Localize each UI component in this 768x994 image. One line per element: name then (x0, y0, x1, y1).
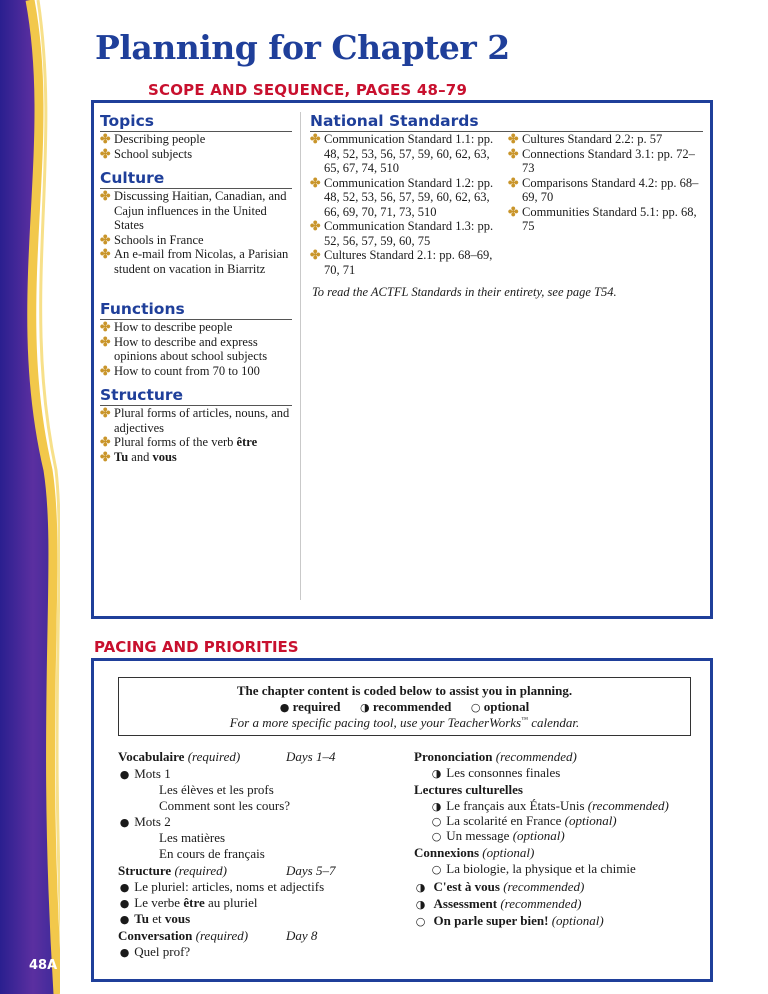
legend-required: required (292, 699, 341, 714)
list-item: ✤ Communication Standard 1.1: pp. 48, 52, 53, 56, 57, 59, 60, 62, 63, 65, 67, 74, 510 (310, 132, 494, 175)
list-item: ✤ How to describe and express opinions about school subjects (100, 334, 268, 363)
list-item: ✤ Plural forms of the verb être (100, 435, 258, 449)
clover-bullet-icon: ✤ (100, 232, 111, 247)
recommended-icon: ◑ (431, 767, 442, 780)
recommended-symbol-icon: ◑ (360, 701, 370, 714)
page-number: 48A (29, 958, 58, 973)
conversation-days: Day 8 (286, 928, 318, 943)
clover-bullet-icon: ✤ (508, 146, 519, 161)
list-item: ✤ Cultures Standard 2.2: p. 57 (508, 132, 663, 146)
clover-bullet-icon: ✤ (508, 132, 519, 146)
list-item: ✤ Communities Standard 5.1: pp. 68, 75 (508, 204, 697, 233)
list-item: Comment sont les cours? (159, 798, 291, 813)
list-item: ○ On parle super bien! (optional) (415, 913, 604, 928)
list-item: ● Quel prof? (119, 944, 191, 959)
list-item: ● Le verbe être au pluriel (119, 895, 258, 910)
vocabulaire-heading: Vocabulaire (required) (118, 749, 241, 764)
standards-list-col2 (508, 132, 700, 234)
list-item: ✤ Schools in France (100, 232, 204, 247)
clover-bullet-icon: ✤ (100, 334, 111, 349)
column-divider (300, 112, 301, 600)
list-item: ○ La biologie, la physique et la chimie (431, 861, 636, 876)
required-icon: ● (119, 946, 130, 959)
required-icon: ● (119, 897, 130, 910)
list-item: ✤ Connections Standard 3.1: pp. 72–73 (508, 146, 695, 175)
clover-bullet-icon: ✤ (100, 247, 111, 261)
pacing-heading: PACING AND PRIORITIES (94, 638, 299, 656)
legend-recommended: recommended (372, 699, 452, 714)
list-item: ✤ How to count from 70 to 100 (100, 363, 260, 378)
optional-symbol-icon: ○ (470, 701, 481, 714)
list-item: ✤ Cultures Standard 2.1: pp. 68–69, 70, 71 (310, 248, 493, 277)
decorative-side-stripe (0, 0, 60, 994)
clover-bullet-icon: ✤ (310, 132, 321, 146)
recommended-icon: ◑ (415, 881, 426, 894)
list-item: ✤ Comparisons Standard 4.2: pp. 68–69, 70 (508, 175, 699, 204)
structure-heading: Structure (100, 386, 292, 406)
list-item: ● Tu et vous (119, 911, 191, 926)
legend-optional: optional (483, 699, 530, 714)
optional-icon: ○ (415, 915, 426, 928)
list-item: ✤ Tu and vous (100, 449, 177, 464)
list-item: ● Le pluriel: articles, noms et adjectifs (119, 879, 325, 894)
clover-bullet-icon: ✤ (100, 189, 111, 203)
list-item: ✤ School subjects (100, 146, 193, 161)
vocabulaire-days: Days 1–4 (286, 749, 336, 764)
list-item: ✤ Communication Standard 1.2: pp. 48, 52, 53, 56, 57, 59, 60, 62, 63, 66, 69, 70, 71, 73, 510 (310, 175, 494, 219)
list-item: ✤ An e-mail from Nicolas, a Parisian student on vacation in Biarritz (100, 247, 289, 276)
culture-heading: Culture (100, 169, 292, 189)
legend-intro: The chapter content is coded below to assist you in planning. (236, 683, 573, 698)
page-title: Planning for Chapter 2 (95, 28, 510, 67)
list-item: ✤ How to describe people (100, 320, 233, 334)
functions-heading: Functions (100, 300, 292, 320)
topics-list (100, 132, 300, 161)
list-item: ◑ Les consonnes finales (431, 765, 561, 780)
structure-pacing-heading: Structure (required) (118, 863, 227, 878)
list-item: ✤ Communication Standard 1.3: pp. 52, 56, 57, 59, 60, 75 (310, 219, 494, 248)
clover-bullet-icon: ✤ (508, 204, 519, 219)
structure-days: Days 5–7 (286, 863, 336, 878)
recommended-icon: ◑ (431, 800, 442, 813)
lectures-heading: Lectures culturelles (414, 782, 523, 797)
conversation-heading: Conversation (required) (118, 928, 249, 943)
scope-heading: SCOPE AND SEQUENCE, PAGES 48–79 (148, 81, 468, 99)
list-item: ● Mots 2 (119, 814, 171, 829)
functions-list (100, 320, 295, 378)
required-symbol-icon: ● (279, 701, 290, 714)
list-item: ● Mots 1 (119, 766, 171, 781)
clover-bullet-icon: ✤ (100, 320, 111, 334)
legend-key (119, 699, 690, 715)
clover-bullet-icon: ✤ (100, 406, 111, 420)
clover-bullet-icon: ✤ (100, 132, 111, 146)
topics-heading: Topics (100, 112, 292, 132)
list-item: ✤ Plural forms of articles, nouns, and adjectives (100, 406, 290, 435)
clover-bullet-icon: ✤ (508, 175, 519, 190)
list-item: ◑ Le français aux États-Unis (recommended) (431, 798, 669, 813)
standards-list-col1 (310, 132, 500, 277)
actfl-note: To read the ACTFL Standards in their entirety, see page T54. (312, 285, 617, 299)
legend-box (118, 677, 691, 736)
optional-icon: ○ (431, 815, 442, 828)
list-item: ○ La scolarité en France (optional) (431, 813, 617, 828)
prononciation-heading: Prononciation (recommended) (414, 749, 577, 764)
clover-bullet-icon: ✤ (310, 248, 321, 262)
connexions-heading: Connexions (optional) (414, 845, 535, 860)
list-item: ✤ Discussing Haitian, Canadian, and Cajun influences in the United States (100, 189, 287, 232)
culture-list (100, 189, 292, 276)
clover-bullet-icon: ✤ (100, 435, 111, 449)
list-item: En cours de français (159, 846, 265, 861)
list-item: Les élèves et les profs (159, 782, 274, 797)
clover-bullet-icon: ✤ (310, 219, 321, 233)
clover-bullet-icon: ✤ (100, 146, 111, 161)
clover-bullet-icon: ✤ (310, 175, 321, 190)
list-item: Les matières (159, 830, 226, 845)
required-icon: ● (119, 816, 130, 829)
clover-bullet-icon: ✤ (100, 363, 111, 378)
required-icon: ● (119, 913, 130, 926)
national-standards-heading: National Standards (310, 112, 703, 132)
required-icon: ● (119, 881, 130, 894)
list-item: ◑ Assessment (recommended) (415, 896, 582, 911)
structure-list (100, 406, 295, 464)
legend-teacherworks-note: For a more specific pacing tool, use your TeacherWorks™ calendar. (229, 715, 580, 730)
list-item: ✤ Describing people (100, 132, 206, 146)
required-icon: ● (119, 768, 130, 781)
clover-bullet-icon: ✤ (100, 449, 111, 464)
list-item: ◑ C'est à vous (recommended) (415, 879, 585, 894)
recommended-icon: ◑ (415, 898, 426, 911)
optional-icon: ○ (431, 863, 442, 876)
optional-icon: ○ (431, 830, 442, 843)
list-item: ○ Un message (optional) (431, 828, 565, 843)
